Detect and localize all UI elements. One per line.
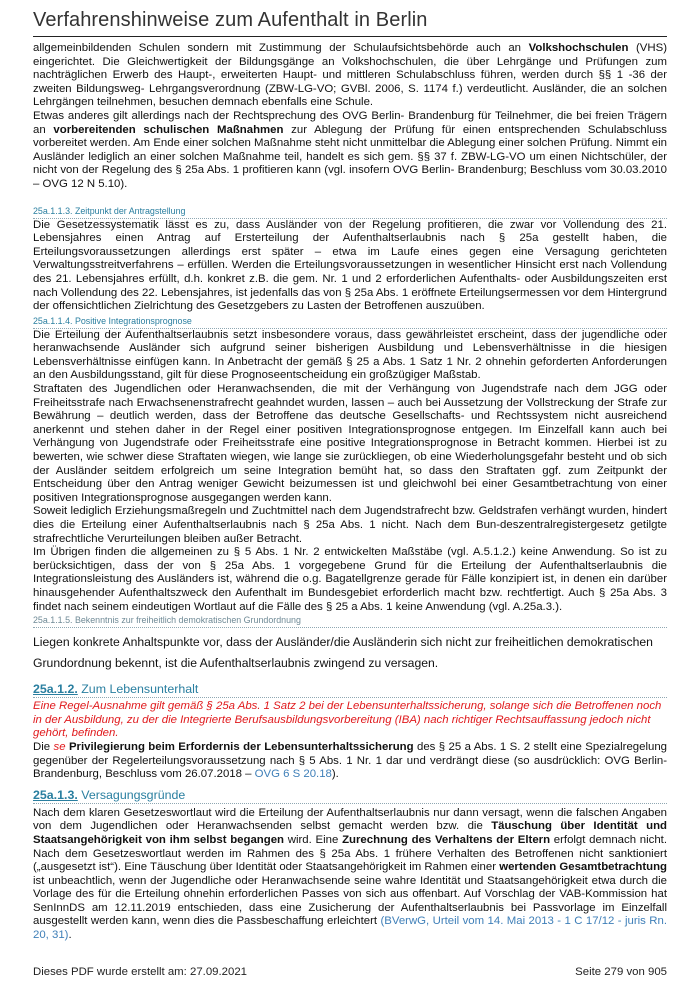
text: Nach dem klaren Gesetzeswortlaut wird die Erteilung der Aufenthaltserlaubnis nur dann versagt, wenn die falschen Angaben von dem Jugendlichen oder Heranwachsenden selbst gemacht werden bzw. die — [33, 806, 667, 833]
livelihood-note: Eine Regel-Ausnahme gilt gemäß § 25a Abs. 1 Satz 2 bei der Lebensunterhaltssicherung, solange sich die Betroffenen noch in der Ausbildung, zu der die Integrierte Berufsausbildungsvorbereitung (IBA) nach richtiger Rechtsauffassung jedoch nicht gehört, befinden. — [33, 700, 662, 740]
text: des § 25 a Abs. 1 S. 2 stellt eine Spezialregelung gegenüber der Regelerteilungsvoraussetzung nach § 5 Abs. 1 Nr. 1 dar und verdrängt diese (so ausdrücklich: OVG Berlin-Brandenburg, Beschluss vom 26.07.2018 – — [33, 740, 667, 781]
paragraph-livelihood — [33, 741, 667, 782]
section-number: 25a.1.2. — [33, 682, 78, 697]
text: ist unbeachtlich, wenn der Jugendliche oder Heranwachsende seine wahre Identität und Staatsangehörigkeit etwa durch die Vorlage des für die Erteilung ohnehin erforderlichen Passes von sich aus offenbart. Auf Vorschlag der VAB-Kommission hat SenInnDS am 12.11.2019 entschieden, dass eine Zusicherung der Aufenthaltserlaubnis bei Passvorlage im Einzelfall ausgestellt werden kann, wenn dies die Passbeschaffung erleichtert — [33, 874, 667, 928]
section-heading-integration-prognosis: 25a.1.1.4. Positive Integrationsprognose — [33, 316, 667, 329]
paragraph-prognosis-3: Soweit lediglich Erziehungsmaßregeln und Zuchtmittel nach dem Jugendstrafrecht bzw. Geldstrafen verhängt wurden, hindert dies die Erteilung einer Aufenthaltserlaubnis nach § 25a Abs. 1 nicht. Nach dem Bun-deszentralregistergesetz getilgte strafrechtliche Verurteilungen bleiben außer Betracht. — [33, 505, 667, 545]
footer-page-number: Seite 279 von 905 — [575, 966, 667, 978]
bold-text: vorbereitenden schulischen Maßnahmen — [53, 123, 284, 136]
paragraph-denial-grounds — [33, 807, 667, 943]
text: (VHS) eingerichtet. Die Gleichwertigkeit der Bildungsgänge an Volkshochschulen, die über Lehrgänge und Prüfungen zum nachträglichen Erwerb des Haupt-, erweiterten Haupt- und mittleren Schulabschluss führen, werden durch §§ 1 -36 der zweiten Bildungsweg- Lehrgangsverordnung (ZBW-LG-VO; GVBl. 2006, S. 1174 f.) verdeutlicht. Ausländer, die an solchen Lehrgängen teilnehmen, besuchen demnach ebenfalls eine Schule. — [33, 42, 667, 109]
page-title: Verfahrenshinweise zum Aufenthalt in Berlin — [33, 9, 428, 31]
document-body — [33, 42, 667, 943]
paragraph-constitutional-order: Liegen konkrete Anhaltspunkte vor, dass der Ausländer/die Ausländerin sich nicht zur freiheitlichen demokratischen Grundordnung bekennt, ist die Aufenthaltserlaubnis zwingend zu versagen. — [33, 635, 653, 671]
bold-text: Täuschung über Identität und Staatsangehörigkeit von ihm selbst begangen — [33, 820, 667, 846]
section-heading-denial-grounds — [33, 788, 667, 804]
text: ). — [331, 768, 339, 781]
bold-text: Privilegierung beim Erfordernis der Lebensunterhaltssicherung — [68, 740, 414, 753]
title-divider — [33, 36, 667, 37]
paragraph-prognosis-2: Straftaten des Jugendlichen oder Heranwachsenden, die mit der Verhängung von Jugendstrafe nach dem JGG oder Freiheitsstrafe nach Erwachsenenstrafrecht geahndet wurden, lassen – auch bei Aussetzung der Vollstreckung der Strafe zur Bewährung – deutlich werden, dass der Betroffene das deutsche Gesellschafts- und Rechtssystem nicht ausreichend anerkennt und stehen daher in der Regel einer positiven Integrationsprognose entgegen. Im Einzelfall kann auch bei Verhängung von Jugendstrafe oder Freiheitsstrafe eine positive Integrationsprognose in Betracht kommen. Hierbei ist zu bewerten, wie schwer diese Straftaten wiegen, wie lange sie zurückliegen, ob eine Wiederholungsgefahr besteht und ob sich der Ausländer seitdem erfolgreich um seine Integration bemüht hat, so dass den Straftaten ggf. zum Zeitpunkt der Entscheidung über den Antrag weniger Gewicht beizumessen ist und gleichwohl bei einer Gesamtbetrachtung von einer positiven Integrationsprognose ausgegangen werden kann. — [33, 383, 667, 504]
paragraph-application-time: Die Gesetzessystematik lässt es zu, dass Ausländer von der Regelung profitieren, die zwar vor Vollendung des 21. Lebensjahres einen Antrag auf Ersterteilung der Aufenthaltserlaubnis nach § 25a gestellt haben, die Erteilungsvoraussetzungen allerdings erst später – etwa im Laufe eines gegen eine Versagung gerichteten Verwaltungsstreitverfahrens – erfüllen. Werden die Erteilungsvoraussetzungen in wesentlicher Hinsicht erst nach Vollendung des 21. Lebensjahres erfüllt, d.h. konkret z.B. die gem. Nr. 1 und 2 erforderlichen Aufenthalts- oder Ausbildungszeiten erst nach Vollendung des 22. Lebensjahres, ist jedenfalls das von § 25a Abs. 1 eröffnete Erteilungsermessen vor dem Hintergrund der offensichtlichen Zielrichtung des Gesetzgebers zu Lasten der Betroffenen auszuüben. — [33, 218, 667, 313]
text: zur Ablegung der Prüfung für einen entsprechenden Schulabschluss vorbereitet werden. Am Ende einer solchen Maßnahme steht nicht unmittelbar die Ablegung einer solchen Prüfung. Nimmt ein Ausländer lediglich an einer solchen Maßnahme teil, handelt es sich gem. §§ 37 f. ZBW-LG-VO um einen Nichtschüler, der nicht von der Regelung des § 25a Abs. 1 profitieren kann (vgl. insofern OVG Berlin- Brandenburg; Beschluss vom 30.03.2010 – OVG 12 N 5.10). — [33, 123, 668, 190]
paragraph-schools — [33, 42, 667, 110]
text: Etwas anderes gilt allerdings nach der Rechtsprechung des OVG Berlin- Brandenburg für Teilnehmer, die bei freien Trägern an — [33, 109, 667, 136]
red-text: se — [53, 740, 66, 753]
text: Die — [33, 740, 54, 753]
text: allgemeinbildenden Schulen sondern mit Zustimmung der Schulaufsichtsbehörde auch an — [33, 42, 529, 54]
paragraph-prognosis-4: Im Übrigen finden die allgemeinen zu § 5 Abs. 1 Nr. 2 entwickelten Maßstäbe (vgl. A.5.1.2.) keine Anwendung. So ist zu berücksichtigen, dass der von § 25a Abs. 1 vorgegebene Grund für die Erteilung der Aufenthaltserlaubnis die Integrationsleistung des Ausländers ist, während die o.g. Bagatellgrenze gerade für Fälle konzipiert ist, in denen ein darüber hinausgehender Aufenthaltszweck den Aufenthalt im Bundesgebiet erforderlich macht bzw. rechtfertigt. Auch § 25a Abs. 3 findet nach seinem eindeutigen Wortlaut auf die Fälle des § 25 a Abs. 1 keine Anwendung (vgl. A.25a.3.). — [33, 546, 667, 613]
section-heading-application-time: 25a.1.1.3. Zeitpunkt der Antragstellung — [33, 206, 667, 219]
bold-text: Volkshochschulen — [528, 42, 629, 54]
section-heading-livelihood — [33, 682, 667, 698]
text: erfolgt demnach nicht. Nach dem Gesetzeswortlaut werden im Rahmen des § 25a Abs. 1 frühere Verhalten des Betroffenen nicht sanktioniert („ausgesetzt ist“). Eine Täuschung über Identität oder Staatsangehörigkeit im Rahmen einer — [33, 833, 667, 874]
section-title: Versagungsgründe — [77, 787, 186, 802]
paragraph-preparatory-measures — [33, 110, 667, 192]
bold-text: Zurechnung des Verhaltens der Eltern — [342, 833, 551, 846]
citation-link[interactable]: OVG 6 S 20.18 — [254, 768, 332, 781]
bold-text: wertenden Gesamtbetrachtung — [499, 861, 668, 874]
citation-link[interactable]: (BVerwG, Urteil vom 14. Mai 2013 - 1 C 17/12 - juris Rn. 20, 31) — [33, 915, 667, 942]
text: wird. Eine — [284, 833, 343, 846]
section-number: 25a.1.3. — [33, 787, 78, 802]
text: . — [68, 929, 72, 942]
section-heading-constitutional-order: 25a.1.1.5. Bekenntnis zur freiheitlich demokratischen Grundordnung — [33, 615, 667, 628]
footer-created-date: Dieses PDF wurde erstellt am: 27.09.2021 — [33, 966, 247, 978]
paragraph-prognosis-1: Die Erteilung der Aufenthaltserlaubnis setzt insbesondere voraus, dass gewährleistet erscheint, dass der jugendliche oder heranwachsende Ausländer sich aufgrund seiner bisherigen Ausbildung und Lebensverhältnisse in die hiesigen Lebensverhältnisse einfügen kann. In Anbetracht der gemäß § 25 a Abs. 1 Satz 1 Nr. 2 ohnehin geforderten Anforderungen an den Ausbildungsstand, gilt für diese Prognoseentscheidung ein großzügiger Maßstab. — [33, 328, 667, 382]
section-title: Zum Lebensunterhalt — [77, 682, 199, 697]
